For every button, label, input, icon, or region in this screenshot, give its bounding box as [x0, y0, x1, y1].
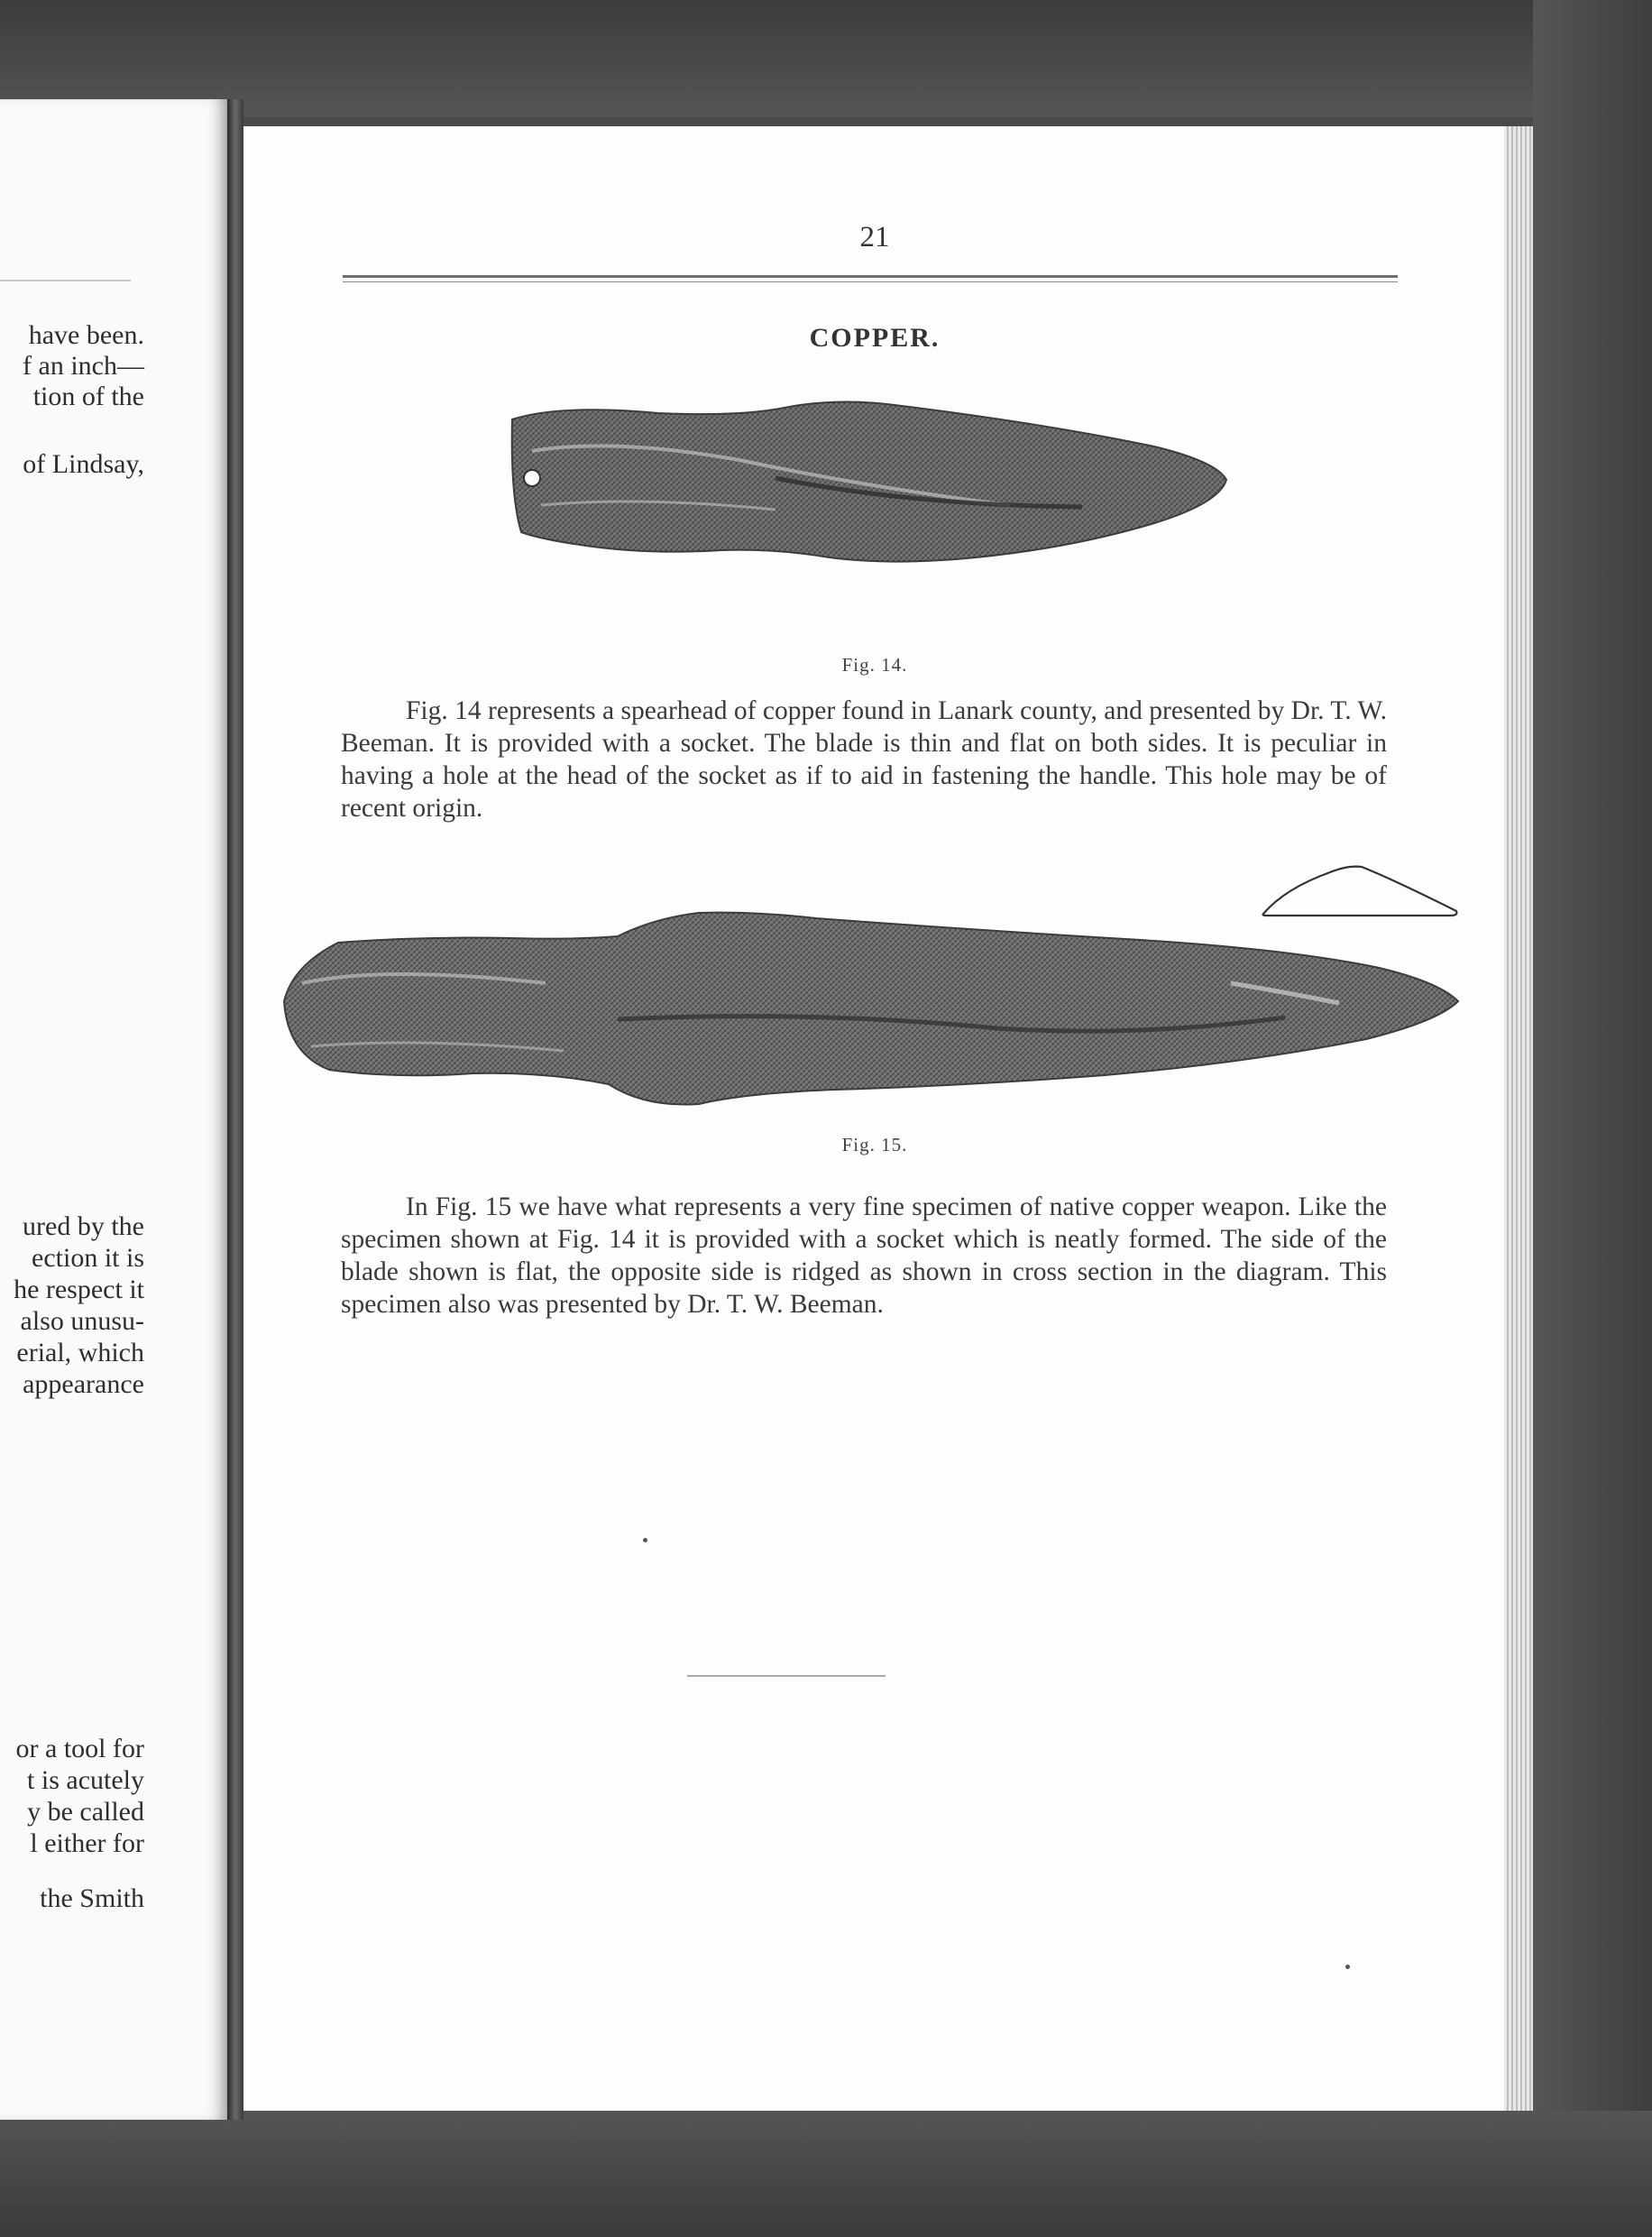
header-rule: [343, 275, 1398, 278]
left-page-line: y be called: [27, 1797, 144, 1827]
ink-speck: [643, 1538, 647, 1542]
book-page: [243, 126, 1506, 2111]
left-page-line: or a tool for: [15, 1734, 144, 1763]
left-page-rule: [0, 280, 131, 281]
left-page-line: appearance: [23, 1369, 144, 1399]
page-number: 21: [859, 221, 890, 253]
left-page-line: he respect it: [14, 1275, 144, 1304]
scan-background-bottom: [0, 2111, 1652, 2237]
fig14-paragraph: [341, 695, 1387, 824]
left-page-line: have been.: [28, 320, 144, 350]
left-page-line: l either for: [30, 1828, 144, 1858]
fig14-description: Fig. 14 represents a spearhead of copper found in Lanark county, and presented by Dr. T. W. Beeman. It is provided with a socket. The blade is thin and flat on both sides. It is peculiar in having a hole at the head of the socket as if to aid in fastening the handle. This hole may be of recent origin.: [341, 696, 1387, 823]
left-facing-page: [0, 99, 227, 2120]
left-page-line: of Lindsay,: [23, 449, 144, 479]
book-gutter: [227, 99, 243, 2120]
fig14-caption: Fig. 14.: [841, 654, 908, 676]
left-page-line: ured by the: [23, 1211, 144, 1241]
fig14-spearhead-illustration: [505, 397, 1235, 564]
scan-background-top: [0, 0, 1652, 117]
fig15-description: In Fig. 15 we have what represents a very fine specimen of native copper weapon. Like the specimen shown at Fig. 14 it is provided with a socket which is neatly formed. The side of the blade shown is flat, the opposite side is ridged as shown in cross section in the diagram. This specimen also was presented by Dr. T. W. Beeman.: [341, 1192, 1387, 1319]
left-page-line: the Smith: [40, 1883, 144, 1913]
section-heading: COPPER.: [809, 323, 941, 353]
closing-rule: [687, 1675, 886, 1677]
header-rule-thin: [343, 281, 1398, 282]
ink-speck: [1345, 1965, 1350, 1969]
left-page-line: tion of the: [32, 382, 144, 411]
left-page-line: t is acutely: [27, 1765, 144, 1795]
fig15-caption: Fig. 15.: [841, 1134, 908, 1155]
page-stack-edge: [1504, 126, 1533, 2111]
fig15-blade-illustration: [275, 902, 1465, 1118]
left-page-line: ection it is: [32, 1243, 144, 1273]
left-page-line: f an inch—: [23, 351, 144, 381]
scan-background-right: [1533, 0, 1652, 2237]
fig15-paragraph: [341, 1191, 1387, 1321]
left-page-line: erial, which: [16, 1338, 144, 1367]
left-page-line: also unusu-: [20, 1306, 144, 1336]
